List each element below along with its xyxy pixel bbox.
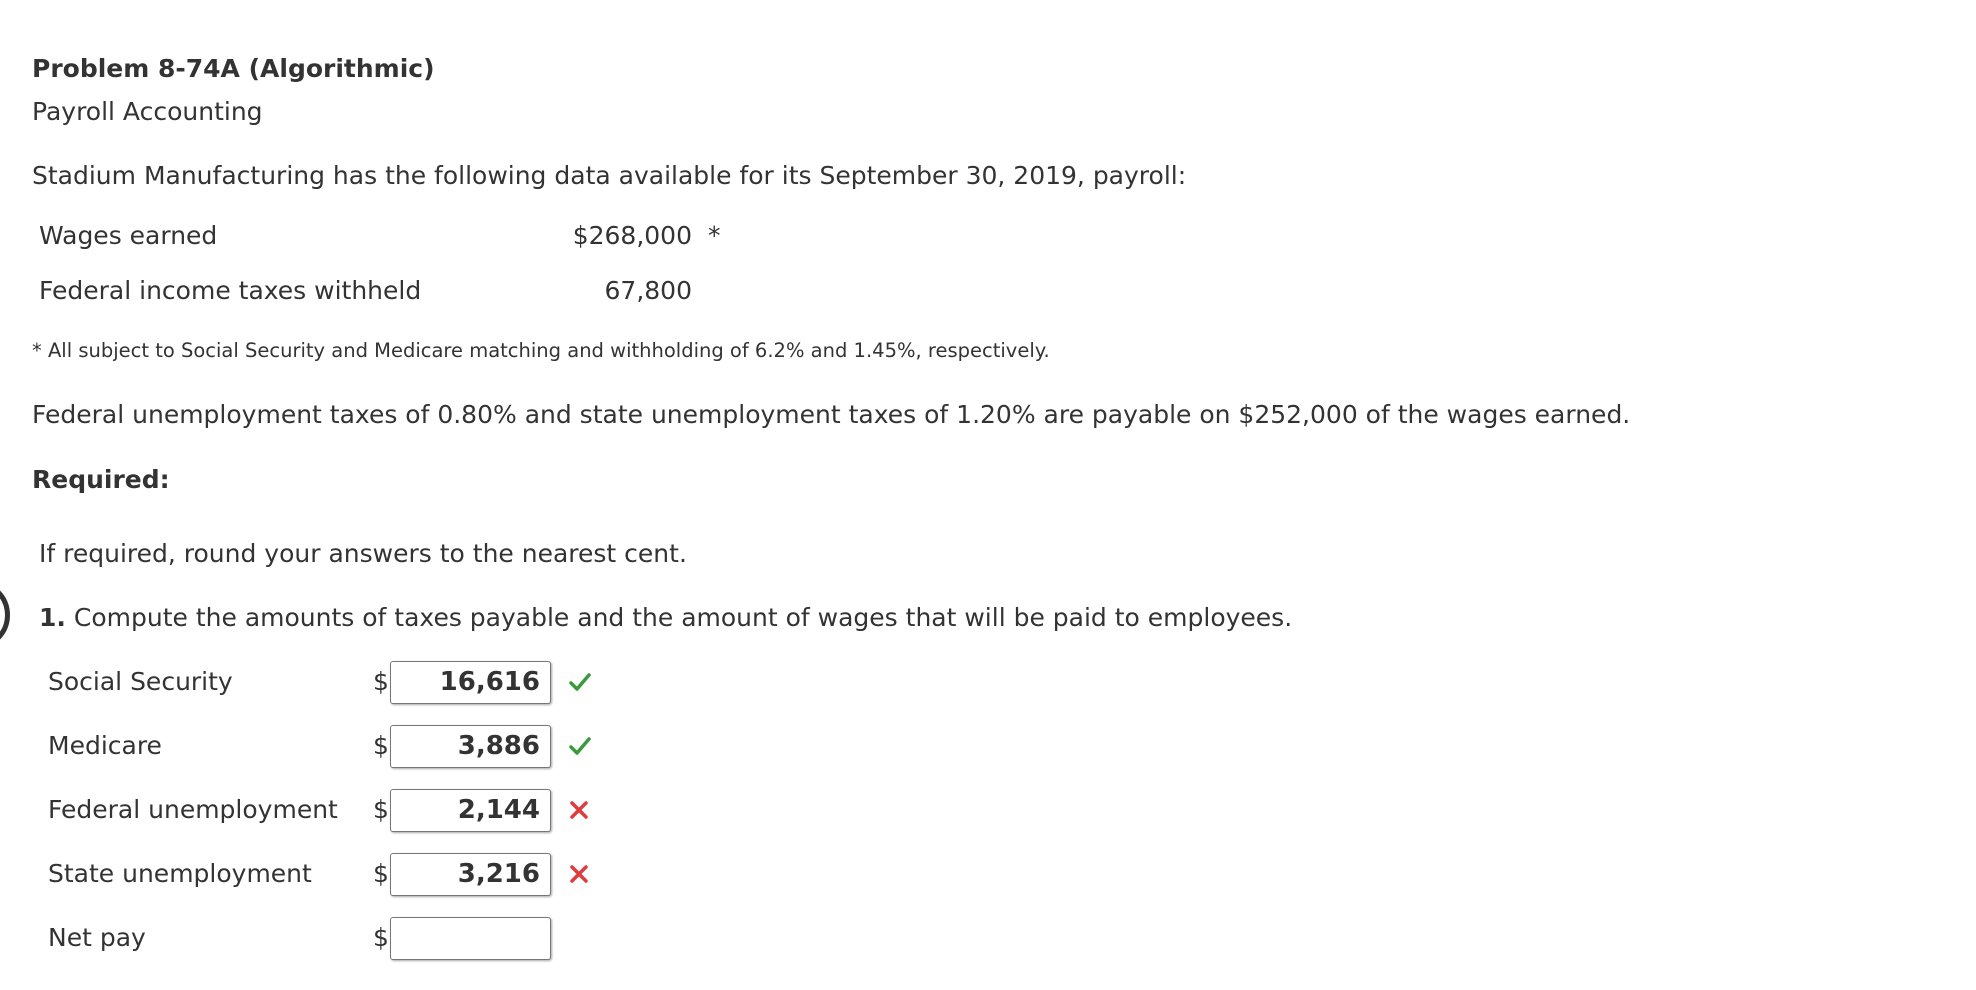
currency-symbol: $ [373, 859, 389, 888]
problem-intro: Stadium Manufacturing has the following data available for its September 30, 2019, payroll: [32, 161, 1187, 190]
question-text: Compute the amounts of taxes payable and the amount of wages that will be paid to employees. [73, 603, 1293, 632]
answer-label-social-security: Social Security [48, 667, 233, 696]
answer-label-medicare: Medicare [48, 731, 162, 760]
data-label-wages: Wages earned [39, 221, 218, 250]
data-value-fit: 67,800 [604, 276, 692, 305]
currency-symbol: $ [373, 795, 389, 824]
footnote-asterisk: * [708, 221, 721, 250]
x-icon [568, 863, 590, 885]
federal-unemployment-input[interactable]: 2,144 [390, 789, 551, 832]
social-security-input[interactable]: 16,616 [390, 661, 551, 704]
unemployment-note: Federal unemployment taxes of 0.80% and state unemployment taxes of 1.20% are payable on $252,000 of the wages earned. [32, 400, 1631, 429]
data-value-wages: $268,000 [572, 221, 692, 250]
check-icon [568, 734, 592, 758]
currency-symbol: $ [373, 923, 389, 952]
answer-label-state-unemployment: State unemployment [48, 859, 312, 888]
x-icon [568, 799, 590, 821]
net-pay-input[interactable] [390, 917, 551, 960]
answer-label-federal-unemployment: Federal unemployment [48, 795, 338, 824]
question-number: 1. [39, 603, 66, 632]
data-label-fit: Federal income taxes withheld [39, 276, 422, 305]
currency-symbol: $ [373, 667, 389, 696]
question-1 [39, 603, 1292, 632]
state-unemployment-input[interactable]: 3,216 [390, 853, 551, 896]
medicare-input[interactable]: 3,886 [390, 725, 551, 768]
footnote: * All subject to Social Security and Medicare matching and withholding of 6.2% and 1.45%, respectively. [32, 339, 1050, 362]
check-icon [568, 670, 592, 694]
currency-symbol: $ [373, 731, 389, 760]
question-marker-circle [0, 580, 10, 650]
required-heading: Required: [32, 465, 170, 494]
answer-label-net-pay: Net pay [48, 923, 146, 952]
problem-title: Problem 8-74A (Algorithmic) [32, 54, 435, 83]
rounding-note: If required, round your answers to the nearest cent. [39, 539, 687, 568]
problem-subtitle: Payroll Accounting [32, 97, 263, 126]
